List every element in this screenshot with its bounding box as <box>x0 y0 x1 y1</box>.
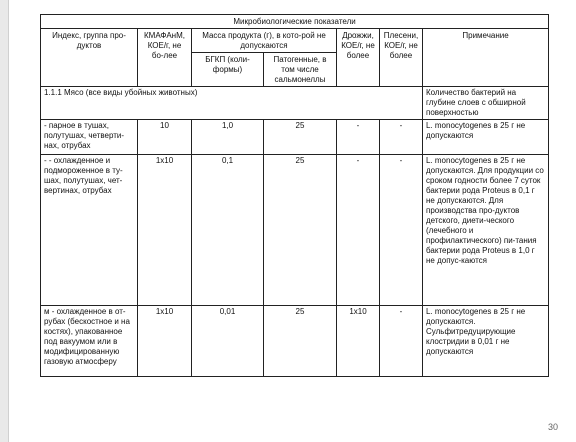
kmafanm-cell: 1х10 <box>138 155 192 306</box>
header-row-2 <box>41 29 549 53</box>
bgkp-cell: 1,0 <box>192 120 264 155</box>
col-mold-header: Плесени, КОЕ/г, не более <box>380 29 423 87</box>
note-cell: L. monocytogenes в 25 г не допускаются <box>423 120 549 155</box>
header-row-1 <box>41 15 549 29</box>
col-note-header: Примечание <box>423 29 549 87</box>
table-row <box>41 155 549 306</box>
col-index-header: Индекс, группа про-дуктов <box>41 29 138 87</box>
section-row <box>41 87 549 120</box>
patho-cell: 25 <box>264 306 337 377</box>
page-edge <box>0 0 9 442</box>
bgkp-cell: 0,01 <box>192 306 264 377</box>
group-header: Микробиологические показатели <box>41 15 549 29</box>
patho-cell: 25 <box>264 155 337 306</box>
product-cell: - - охлажденное и подмороженное в ту-шах, полутушах, чет-вертинах, отрубах <box>41 155 138 306</box>
yeast-cell: 1х10 <box>337 306 380 377</box>
note-cell: L. monocytogenes в 25 г не допускаются. Сульфитредуцирующие клостридии в 0,01 г не допускаются <box>423 306 549 377</box>
patho-cell: 25 <box>264 120 337 155</box>
table-row <box>41 306 549 377</box>
kmafanm-cell: 1х10 <box>138 306 192 377</box>
yeast-cell: - <box>337 155 380 306</box>
mold-cell: - <box>380 155 423 306</box>
product-cell: м - охлажденное в от-рубах (бескостное и на костях), упакованное под вакуумом или в модифицированную газовую атмосферу <box>41 306 138 377</box>
section-note: Количество бактерий на глубине слоев с обширной поверхностью <box>423 87 549 120</box>
table-row <box>41 120 549 155</box>
bgkp-cell: 0,1 <box>192 155 264 306</box>
col-mass-header: Масса продукта (г), в кото-рой не допускаются <box>192 29 337 53</box>
page-number: 30 <box>547 422 558 432</box>
product-cell: - парное в тушах, полутушах, четверти-нах, отрубах <box>41 120 138 155</box>
col-patho-header: Патогенные, в том числе сальмонеллы <box>264 53 337 87</box>
col-kmafanm-header: КМАФАнМ, КОЕ/г, не бо-лее <box>138 29 192 87</box>
microbiology-table <box>40 14 549 377</box>
col-yeast-header: Дрожжи, КОЕ/г, не более <box>337 29 380 87</box>
yeast-cell: - <box>337 120 380 155</box>
section-title: 1.1.1 Мясо (все виды убойных животных) <box>41 87 423 120</box>
mold-cell: - <box>380 120 423 155</box>
col-bgkp-header: БГКП (коли-формы) <box>192 53 264 87</box>
note-cell: L. monocytogenes в 25 г не допускаются. Для продукции со сроком годности более 7 суток бактерии рода Proteus в 0,1 г не допускаются. Для производства про-дуктов детского, диети-ческого (лечебного и профилактического) пи-тания бактерии рода Proteus в 1,0 г не допус-каются <box>423 155 549 306</box>
mold-cell: - <box>380 306 423 377</box>
kmafanm-cell: 10 <box>138 120 192 155</box>
